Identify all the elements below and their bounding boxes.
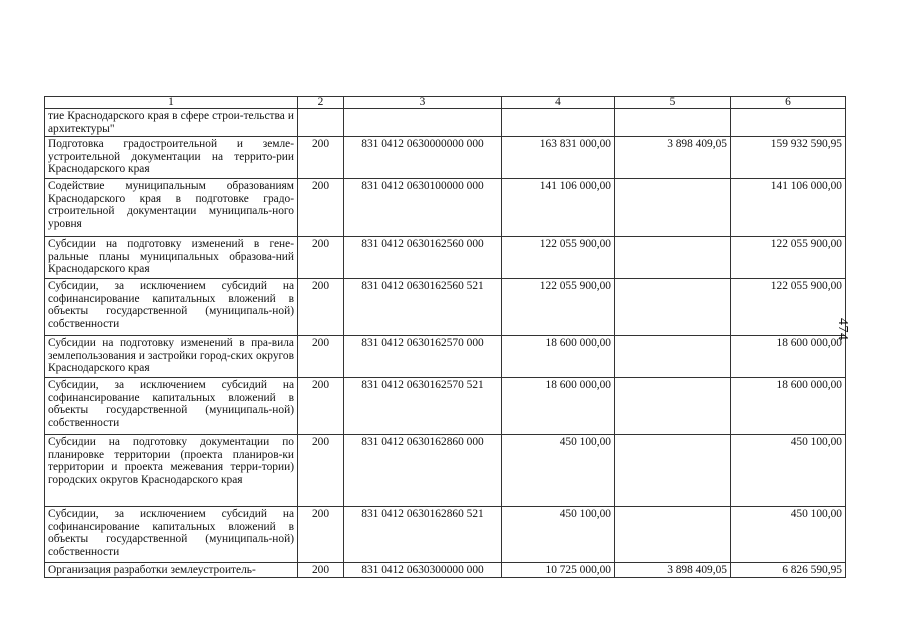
row-amount-4: 18 600 000,00 — [502, 378, 615, 435]
column-header: 5 — [615, 97, 731, 109]
row-amount-6: 122 055 900,00 — [731, 237, 846, 279]
table-row — [45, 179, 846, 237]
column-header: 4 — [502, 97, 615, 109]
row-code: 831 0412 0630162570 521 — [344, 378, 502, 435]
row-code: 831 0412 0630162560 000 — [344, 237, 502, 279]
row-name: Субсидии, за исключением субсидий на софинансирование капитальных вложений в объекты государственной (муниципаль-ной) собственности — [45, 279, 298, 336]
column-header: 6 — [731, 97, 846, 109]
row-amount-4: 18 600 000,00 — [502, 336, 615, 378]
row-amount-5 — [615, 507, 731, 563]
row-name: тие Краснодарского края в сфере строи-тельства и архитектуры" — [45, 109, 298, 137]
row-amount-4: 122 055 900,00 — [502, 237, 615, 279]
row-amount-4: 10 725 000,00 — [502, 563, 615, 578]
row-rz: 200 — [298, 507, 344, 563]
row-rz: 200 — [298, 378, 344, 435]
row-name: Подготовка градостроительной и земле-устроительной документации на террито-рии Краснодарского края — [45, 137, 298, 179]
row-rz: 200 — [298, 435, 344, 507]
row-amount-6: 159 932 590,95 — [731, 137, 846, 179]
row-amount-5 — [615, 378, 731, 435]
row-amount-5: 3 898 409,05 — [615, 563, 731, 578]
row-rz: 200 — [298, 179, 344, 237]
table-row — [45, 137, 846, 179]
row-amount-6: 18 600 000,00 — [731, 378, 846, 435]
table-row — [45, 435, 846, 507]
row-amount-4: 141 106 000,00 — [502, 179, 615, 237]
row-amount-5 — [615, 237, 731, 279]
row-amount-5 — [615, 435, 731, 507]
row-name: Субсидии на подготовку изменений в пра-вила землепользования и застройки город-ских округов Краснодарского края — [45, 336, 298, 378]
table-row — [45, 279, 846, 336]
row-amount-6: 450 100,00 — [731, 435, 846, 507]
row-rz: 200 — [298, 279, 344, 336]
row-code: 831 0412 0630000000 000 — [344, 137, 502, 179]
table-row — [45, 109, 846, 137]
row-code — [344, 109, 502, 137]
row-rz — [298, 109, 344, 137]
row-name: Субсидии, за исключением субсидий на софинансирование капитальных вложений в объекты государственной (муниципаль-ной) собственности — [45, 507, 298, 563]
row-code: 831 0412 0630162860 521 — [344, 507, 502, 563]
row-amount-5 — [615, 109, 731, 137]
row-amount-6: 141 106 000,00 — [731, 179, 846, 237]
row-code: 831 0412 0630162860 000 — [344, 435, 502, 507]
row-name: Субсидии, за исключением субсидий на софинансирование капитальных вложений в объекты государственной (муниципаль-ной) собственности — [45, 378, 298, 435]
table-row — [45, 563, 846, 578]
row-amount-6: 18 600 000,00 — [731, 336, 846, 378]
row-code: 831 0412 0630300000 000 — [344, 563, 502, 578]
column-header: 2 — [298, 97, 344, 109]
budget-table — [44, 96, 846, 578]
row-amount-5 — [615, 279, 731, 336]
row-rz: 200 — [298, 563, 344, 578]
column-header: 1 — [45, 97, 298, 109]
table-row — [45, 378, 846, 435]
table-row — [45, 507, 846, 563]
row-name: Организация разработки землеустроитель- — [45, 563, 298, 578]
row-name: Субсидии на подготовку изменений в гене-ральные планы муниципальных образова-ний Краснодарского края — [45, 237, 298, 279]
row-amount-4: 450 100,00 — [502, 507, 615, 563]
row-amount-5 — [615, 179, 731, 237]
row-rz: 200 — [298, 336, 344, 378]
row-amount-4: 122 055 900,00 — [502, 279, 615, 336]
table-header-row — [45, 97, 846, 109]
row-code: 831 0412 0630100000 000 — [344, 179, 502, 237]
table-row — [45, 237, 846, 279]
table-row — [45, 336, 846, 378]
page-number: 474 — [835, 318, 850, 341]
row-amount-4 — [502, 109, 615, 137]
row-amount-6: 6 826 590,95 — [731, 563, 846, 578]
row-amount-6: 450 100,00 — [731, 507, 846, 563]
row-rz: 200 — [298, 237, 344, 279]
row-code: 831 0412 0630162570 000 — [344, 336, 502, 378]
column-header: 3 — [344, 97, 502, 109]
row-name: Содействие муниципальным образованиям Краснодарского края в подготовке градо-строительной документации муниципаль-ного уровня — [45, 179, 298, 237]
row-amount-6: 122 055 900,00 — [731, 279, 846, 336]
row-name: Субсидии на подготовку документации по планировке территории (проекта планиров-ки территории и проекта межевания терри-тории) городских округов Краснодарского края — [45, 435, 298, 507]
row-code: 831 0412 0630162560 521 — [344, 279, 502, 336]
row-amount-5: 3 898 409,05 — [615, 137, 731, 179]
row-rz: 200 — [298, 137, 344, 179]
row-amount-6 — [731, 109, 846, 137]
row-amount-4: 450 100,00 — [502, 435, 615, 507]
row-amount-4: 163 831 000,00 — [502, 137, 615, 179]
row-amount-5 — [615, 336, 731, 378]
